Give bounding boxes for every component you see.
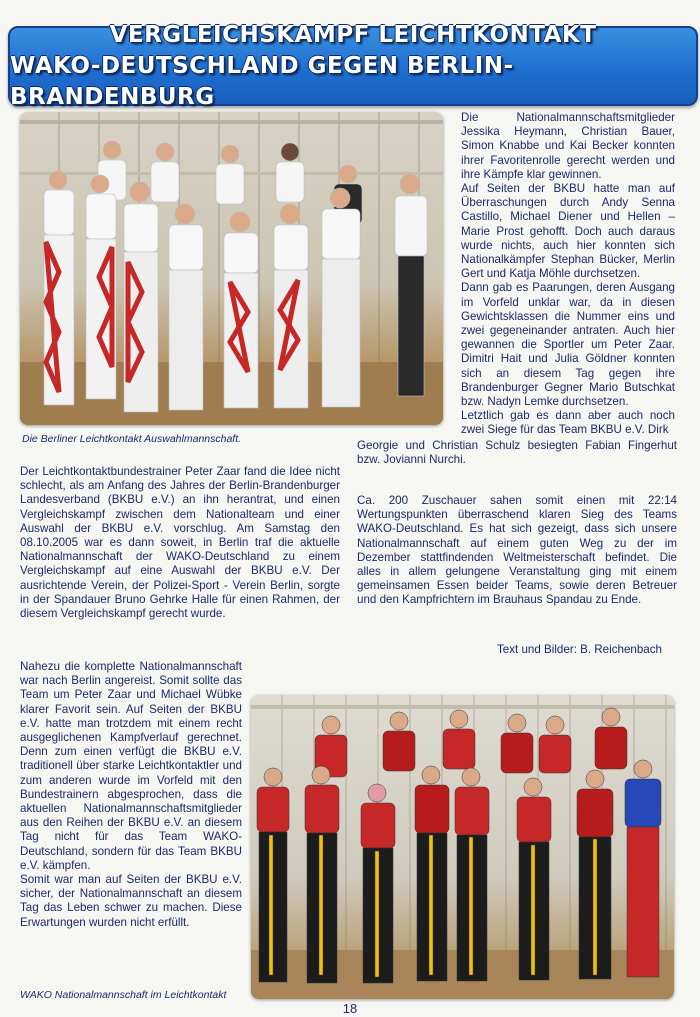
paragraph: Nahezu die komplette Nationalmannschaft war nach Berlin angereist. Somit sollte das Team um Peter Zaar und Michael Wübke klarer Favorit sein. Auf Seiten der BKBU e.V. hatte man trotzdem mit einem recht ausgeglichenen Kampfverlauf gerechnet. Denn zum einen verfügt die BKBU e.V. traditionell über starke Leichtkontaktler und zum anderen wurde im Vorfeld mit den Bundestrainern abgesprochen, dass die aktuellen Nationalmannschaftsmitglieder aus den Reihen der BKBU e.V. an diesem Tag nicht für das Team WAKO-Deutschland, sondern für das Team BKBU e.V. kämpfen. <box>20 660 242 872</box>
title-line-1: VERGLEICHSKAMPF LEICHTKONTAKT <box>109 21 597 48</box>
top-photo-caption: Die Berliner Leichtkontakt Auswahlmannschaft. <box>22 433 242 445</box>
national-team-illustration <box>251 695 674 999</box>
paragraph: Die Nationalmannschaftsmitglieder Jessika Heymann, Christian Bauer, Simon Knabbe und Kai Becker konnten ihrer Favoritenrolle gerecht werden und ihre Kämpfe klar gewinnen. <box>461 111 675 181</box>
author-credit: Text und Bilder: B. Reichenbach <box>497 643 662 656</box>
article-continuation-line: Georgie und Christian Schulz besiegten Fabian Fingerhut bzw. Jovianni Nurchi. <box>357 439 677 467</box>
article-column-left-middle <box>20 465 340 621</box>
page-number: 18 <box>342 1001 358 1016</box>
paragraph: Somit war man auf Seiten der BKBU e.V. sicher, der Nationalmannschaft an diesem Tag das Leben schwer zu machen. Diese Erwartungen wurden nicht erfüllt. <box>20 873 242 929</box>
title-banner <box>8 21 698 110</box>
paragraph: Dann gab es Paarungen, deren Ausgang im Vorfeld unklar war, da in diesen Gewichtsklassen die Nummer eins und zwei gegeneinander antraten. Auch hier gewannen die Sportler um Peter Zaar. Dimitri Hait und Julia Göldner konnten sich an diesem Tag gegen ihre Brandenburger Gegner Mario Butschkat bzw. Nadyn Lemke durchsetzen. <box>461 281 675 409</box>
berlin-team-illustration <box>20 112 443 425</box>
article-column-left-bottom <box>20 660 242 930</box>
national-team-photo <box>251 695 674 999</box>
paragraph: Der Leichtkontaktbundestrainer Peter Zaar fand die Idee nicht schlecht, als am Anfang des Jahres der Berlin-Brandenburger Landesverband (BKBU e.V.) an ihn herantrat, und einen Vergleichskampf zwischen dem Nationalteam und einer Auswahl der BKBU e.V. vorschlug. Am Samstag den 08.10.2005 war es dann soweit, in Berlin traf die aktuelle Nationalmannschaft der WAKO-Deutschland zu einem Vergleichskampf auf eine Auswahl der BKBU e.V. Der ausrichtende Verein, der Polizei-Sport - Verein Berlin, sorgte in der Spandauer Bruno Gehrke Halle für einen Rahmen, der diesem Vergleichskampf gerecht wurde. <box>20 465 340 621</box>
article-column-right-middle <box>357 494 677 608</box>
bottom-photo-caption: WAKO Nationalmannschaft im Leichtkontakt <box>20 989 227 1001</box>
paragraph: Auf Seiten der BKBU hatte man auf Überraschungen durch Andy Senna Castillo, Michael Diener und Hellen – Marie Prost gehofft. Doch auch daraus wurde nichts, auch hier konnten sich Nationalkämpfer Stephan Bücker, Merlin Gert und Katja Möhle durchsetzen. <box>461 182 675 281</box>
paragraph: Letztlich gab es dann aber auch noch zwei Siege für das Team BKBU e.V. Dirk <box>461 409 675 437</box>
berlin-team-photo <box>20 112 443 425</box>
article-column-right-top <box>461 111 675 438</box>
title-line-2: WAKO-DEUTSCHLAND GEGEN BERLIN-BRANDENBURG <box>10 52 514 110</box>
paragraph: Ca. 200 Zuschauer sahen somit einen mit 22:14 Wertungspunkten überraschend klaren Sieg des Teams WAKO-Deutschland. Es hat sich gezeigt, dass sich unsere Nationalmannschaft auf einem guten Weg zu der im Dezember stattfindenden Weltmeisterschaft befindet. Die alles in allem gelungene Veranstaltung ging mit einem gemeinsamen Essen beider Teams, sowie deren Betreuer und den Kampfrichtern im Brauhaus Spandau zu Ende. <box>357 494 677 607</box>
